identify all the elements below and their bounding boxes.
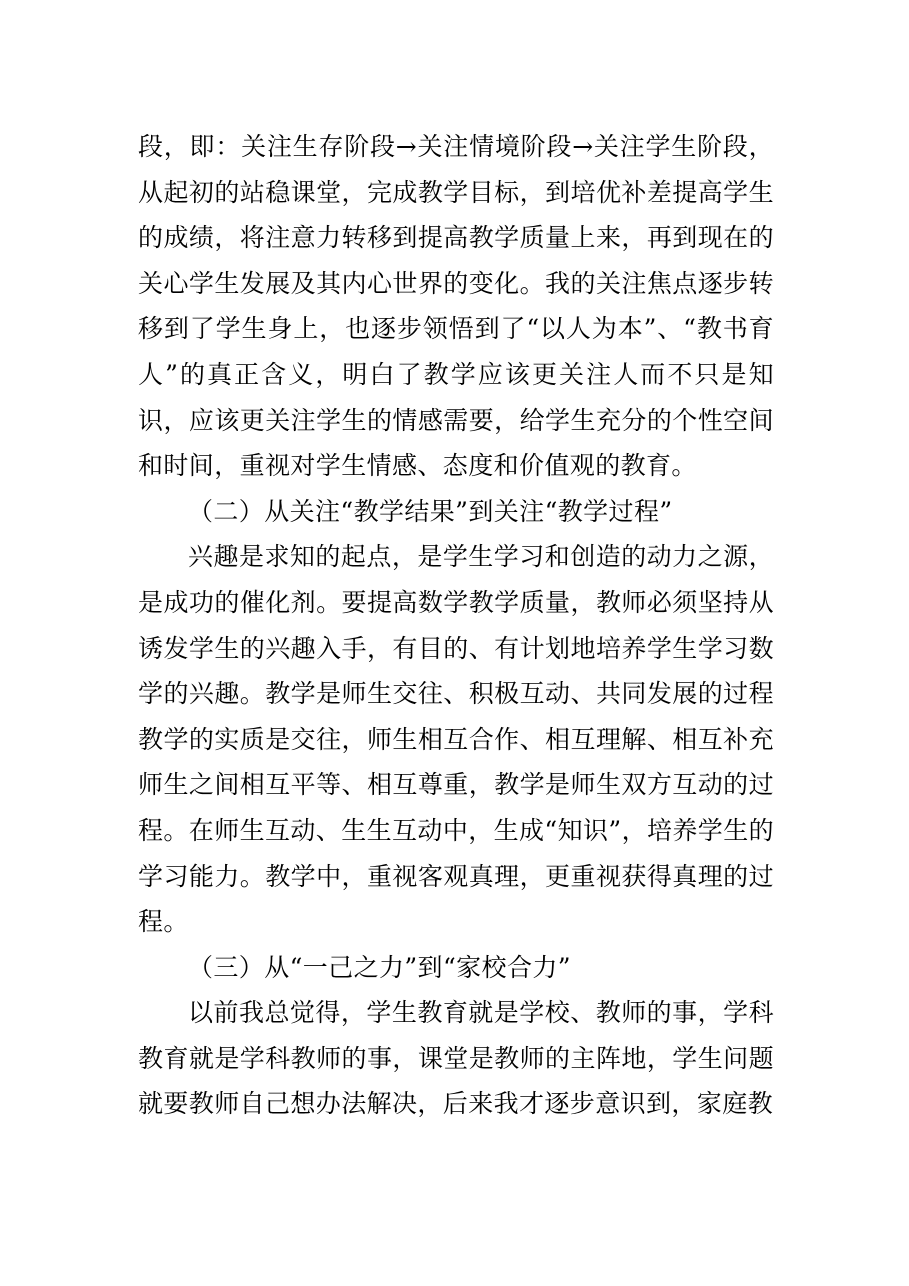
section-heading-2: （二）从关注“教学结果”到关注“教学过程” xyxy=(188,496,673,526)
body-paragraph: 兴趣是求知的起点，是学生学习和创造的动力之源，是成功的催化剂。要提高数学教学质量，教师必须坚持从诱发学生的兴趣入手，有目的、有计划地培养学生学习数学的兴趣。教学是师生交往、积极互动、共同发展的过程教学的实质是交往，师生相互合作、相互理解、相互补充师生之间相互平等、相互尊重，教学是师生双方互动的过程。在师生互动、生生互动中，生成“知识”，培养学生的学习能力。教学中，重视客观真理，更重视获得真理的过程。 xyxy=(138,542,774,937)
section-heading-3: （三）从“一己之力”到“家校合力” xyxy=(188,952,571,982)
body-paragraph: 以前我总觉得，学生教育就是学校、教师的事，学科教育就是学科教师的事，课堂是教师的主阵地，学生问题就要教师自己想办法解决，后来我才逐步意识到，家庭教 xyxy=(138,998,774,1119)
document-page xyxy=(138,124,774,1127)
body-paragraph: 段，即：关注生存阶段→关注情境阶段→关注学生阶段，从起初的站稳课堂，完成教学目标，到培优补差提高学生的成绩，将注意力转移到提高教学质量上来，再到现在的关心学生发展及其内心世界的变化。我的关注焦点逐步转移到了学生身上，也逐步领悟到了“以人为本”、“教书育人”的真正含义，明白了教学应该更关注人而不只是知识，应该更关注学生的情感需要，给学生充分的个性空间和时间，重视对学生情感、态度和价值观的教育。 xyxy=(138,132,774,481)
